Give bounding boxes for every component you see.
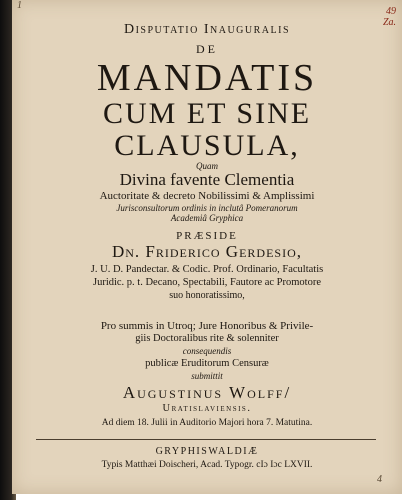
text-jurisconsultorum: Jurisconsultorum ordinis in inclutâ Pomeranorum — [116, 203, 298, 213]
title-cum-et-sine: CUM ET SINE — [102, 97, 312, 130]
text-academia: Academiâ Gryphica — [170, 213, 244, 223]
corner-mark-bottom-right: 4 — [377, 474, 382, 485]
imprint-place: GRYPHISWALDIÆ — [155, 446, 259, 457]
text-quam: Quam — [196, 161, 218, 171]
text-juridic: Juridic. p. t. Decano, Spectabili, Fautore ac Promotore — [92, 277, 322, 288]
author-origin: Uratislaviensis. — [162, 403, 252, 414]
shelfmark-number: 49 — [386, 6, 396, 17]
text-publicae: publicæ Eruditorum Censuræ — [145, 358, 269, 369]
shelfmark-code: Za. — [382, 17, 396, 28]
imprint-printer: Typis Matthæi Doischeri, Acad. Typogr. cIɔ Iɔc LXVII. — [101, 460, 313, 470]
president-name: Dn. Friderico Gerdesio, — [111, 242, 302, 261]
text-auctoritate: Auctoritate & decreto Nobilissimi & Amplissimi — [99, 190, 315, 202]
text-honoratissimo: suo honoratissimo, — [169, 290, 245, 301]
text-praeside: PRÆSIDE — [176, 230, 238, 242]
text-consequendis: consequendis — [182, 346, 232, 356]
text-submittit: submittit — [191, 371, 223, 381]
divider-rule — [36, 439, 376, 440]
text-date: Ad diem 18. Julii in Auditorio Majori hora 7. Matutina. — [101, 418, 313, 428]
title-clausula: CLAUSULA, — [114, 129, 300, 162]
heading-de: DE — [196, 42, 218, 56]
title-mandatis: MANDATIS — [96, 57, 318, 99]
text-pro-summis: Pro summis in Utroq; Jure Honoribus & Privile- — [100, 320, 314, 332]
text-jud: J. U. D. Pandectar. & Codic. Prof. Ordinario, Facultatis — [90, 264, 324, 275]
author-name: Augustinus Wolff/ — [122, 383, 292, 402]
text-giis: giis Doctoralibus rite & solenniter — [135, 333, 279, 344]
text-divina: Divina favente Clementia — [119, 170, 295, 189]
heading-disputatio: Disputatio Inauguralis — [123, 22, 291, 37]
corner-mark-top-left: 1 — [17, 0, 22, 11]
